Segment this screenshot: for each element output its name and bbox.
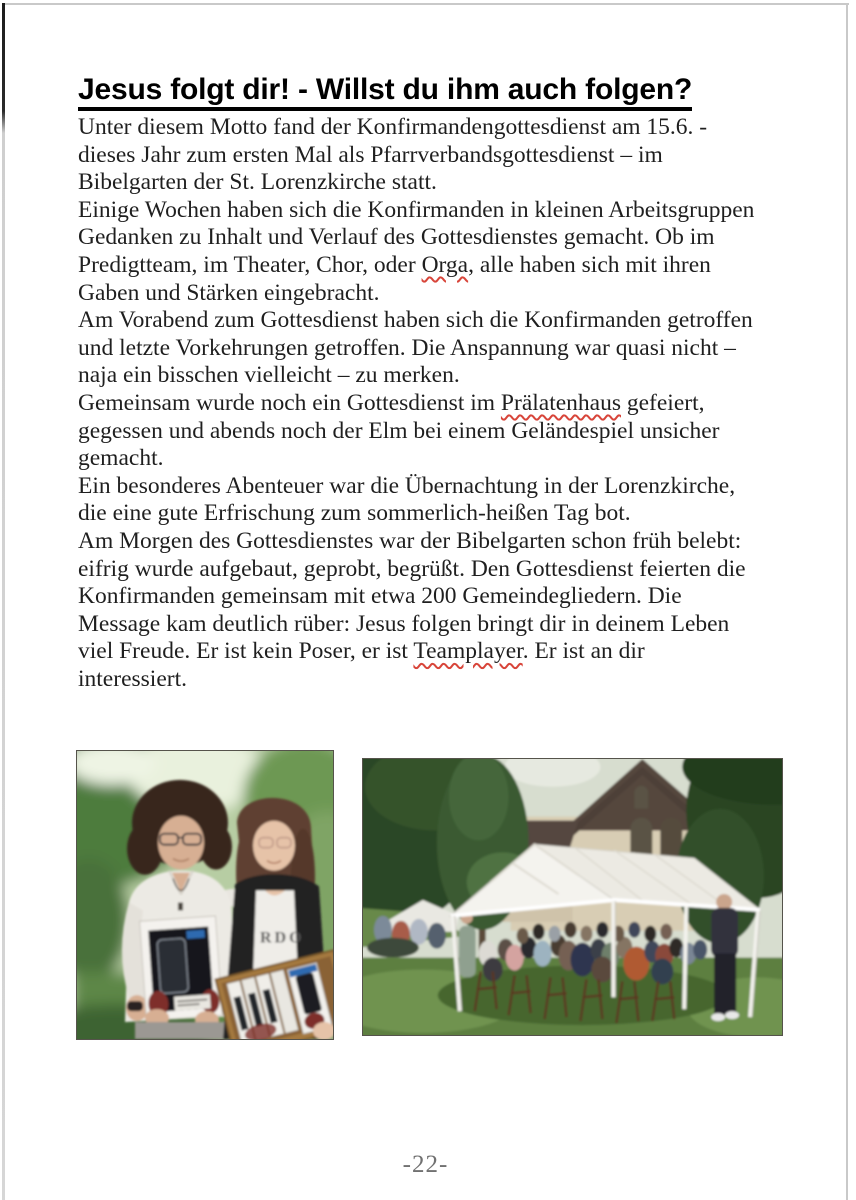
page-border-right [846, 3, 848, 1200]
shirt-print-text: RDO [260, 929, 305, 947]
paragraph [78, 307, 818, 390]
text-line: Gaben und Stärken eingebracht. [78, 279, 380, 306]
text-line: Ein besonderes Abenteuer war die Übernachtung in der Lorenzkirche, [78, 472, 736, 499]
text-line: Am Vorabend zum Gottesdienst haben sich die Konfirmanden getroffen [78, 307, 753, 334]
text-line: und letzte Vorkehrungen getroffen. Die Anspannung war quasi nicht – [78, 334, 736, 361]
spellcheck-word: Teamplayer [413, 638, 523, 665]
paragraph [78, 114, 818, 197]
standing-person [711, 894, 739, 1021]
paragraph [78, 528, 818, 694]
document-page [5, 5, 846, 1200]
text-line: gemacht. [78, 445, 164, 472]
paragraph [78, 390, 818, 473]
spellcheck-word: Orga [421, 251, 469, 278]
paragraph [78, 197, 818, 307]
text-line: Message kam deutlich rüber: Jesus folgen bringt dir in deinem Leben [78, 610, 730, 637]
article-body [78, 114, 818, 693]
two-girls [122, 780, 333, 1039]
text-line: Am Morgen des Gottesdienstes war der Bibelgarten schon früh belebt: [78, 527, 742, 554]
text-line: Bibelgarten der St. Lorenzkirche statt. [78, 169, 437, 196]
text-line: Gedanken zu Inhalt und Verlauf des Gottesdienstes gemacht. Ob im [78, 224, 715, 251]
page-number: -22- [402, 1151, 449, 1178]
text-line: naja ein bisschen vielleicht – zu merken. [78, 362, 460, 389]
article-title [78, 73, 692, 111]
text-line: Konfirmanden gemeinsam mit etwa 200 Gemeindegliedern. Die [78, 583, 682, 610]
article-title-text: Jesus folgt dir! - Willst du ihm auch folgen? [78, 73, 692, 111]
text-line: gegessen und abends noch der Elm bei einem Geländespiel unsicher [78, 417, 720, 444]
text-line: eifrig wurde aufgebaut, geprobt, begrüßt. Den Gottesdienst feierten die [78, 555, 746, 582]
text-line: Unter diesem Motto fand der Konfirmandengottesdienst am 15.6. - [78, 114, 708, 140]
photo-zelt-gottesdienst-illustration [363, 759, 782, 1035]
text-line: die eine gute Erfrischung zum sommerlich-heißen Tag bot. [78, 500, 631, 527]
paragraph [78, 473, 818, 528]
text-line: interessiert. [78, 665, 187, 692]
text-line: Gemeinsam wurde noch ein Gottesdienst im Prälatenhaus gefeiert, [78, 389, 705, 416]
text-line: viel Freude. Er ist kein Poser, er ist Teamplayer. Er ist an dir [78, 638, 645, 665]
photo-konfirmandinnen-illustration [77, 751, 333, 1039]
text-line: dieses Jahr zum ersten Mal als Pfarrverbandsgottesdienst – im [78, 141, 663, 168]
photo-konfirmandinnen [76, 750, 334, 1040]
photo-zelt-gottesdienst [362, 758, 783, 1036]
spellcheck-word: Prälatenhaus [500, 389, 621, 416]
text-line: Einige Wochen haben sich die Konfirmanden in kleinen Arbeitsgruppen [78, 196, 755, 223]
text-line: Predigtteam, im Theater, Chor, oder Orga, alle haben sich mit ihren [78, 251, 711, 278]
